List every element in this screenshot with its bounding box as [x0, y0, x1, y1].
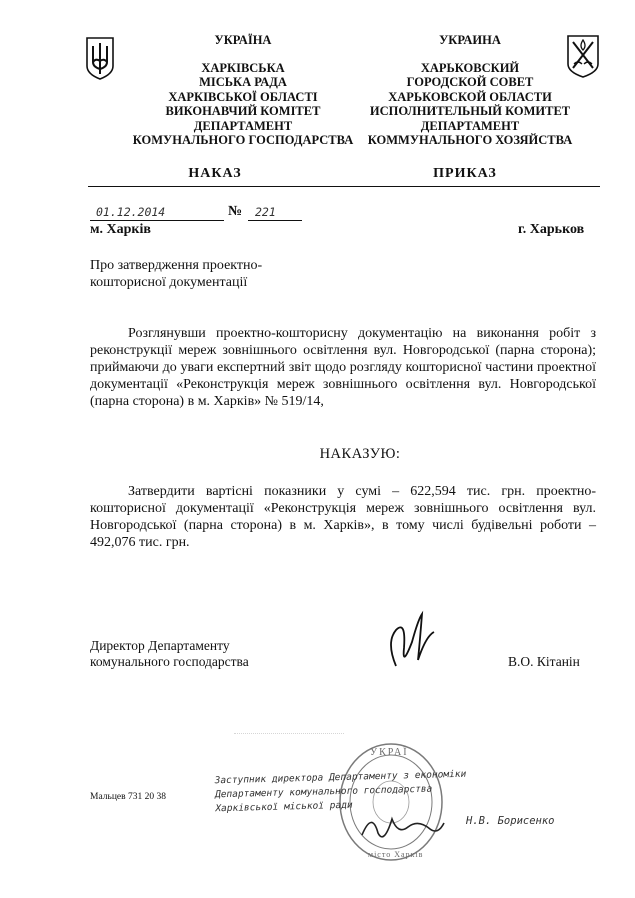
org-line: ДЕПАРТАМЕНТ: [193, 118, 293, 133]
signer-title-line: комунального господарства: [90, 654, 249, 669]
handwritten-line: Департаменту комунального господарства: [214, 783, 433, 801]
org-line: ИСПОЛНИТЕЛЬНЫЙ КОМИТЕТ: [369, 104, 571, 118]
executor: Мальцев 731 20 38: [90, 792, 166, 802]
org-line: ДЕПАРТАМЕНТ: [420, 118, 520, 133]
subject-line: кошторисної документації: [90, 275, 248, 290]
signer-title-line: Директор Департаменту: [90, 638, 230, 653]
order-word-ukr: НАКАЗ: [188, 166, 242, 181]
decision-paragraph: Затвердити вартісні показники у сумі – 622,594 тис. грн. проектно-кошторисної документації «Реконструкція мереж зовнішнього освітлення вул. Новгородської (парна сторона) в м. Харків», в тому числі будівельні роботи – 492,076 тис. грн.: [90, 484, 596, 550]
faint-stamp: [234, 733, 344, 774]
org-line: ХАРЬКОВСКОЙ ОБЛАСТИ: [388, 89, 552, 104]
city-right: г. Харьков: [518, 222, 585, 237]
header-divider: [88, 186, 600, 187]
order-heading: НАКАЗУЮ:: [319, 446, 401, 462]
number-sign: №: [228, 204, 243, 219]
org-line: ХАРКІВСЬКОЇ ОБЛАСТІ: [168, 89, 318, 104]
seal-top-text: УКРАЇ: [370, 747, 409, 758]
org-line: ХАРКІВСЬКА: [201, 60, 285, 75]
order-word-rus: ПРИКАЗ: [433, 166, 497, 181]
org-line: ГОРОДСКОЙ СОВЕТ: [406, 75, 534, 89]
seal-bottom-text: місто Харків: [368, 850, 424, 859]
header-right: [335, 33, 605, 148]
org-line: МІСЬКА РАДА: [199, 75, 287, 89]
country-ukr: УКРАЇНА: [214, 33, 272, 47]
org-line: ВИКОНАВЧИЙ КОМІТЕТ: [165, 104, 321, 118]
date-underline: [90, 220, 224, 221]
org-line: КОМУНАЛЬНОГО ГОСПОДАРСТВА: [132, 133, 354, 147]
order-date: 01.12.2014: [96, 205, 166, 219]
signer-name: В.О. Кітанін: [508, 654, 580, 669]
preamble-paragraph: Розглянувши проектно-кошторисну документацію на виконання робіт з реконструкції мереж зовнішнього освітлення вул. Новгородської (парна сторона); приймаючи до уваги експертний звіт щодо розгляду кошторисної частини проектної документації «Реконструкція мереж зовнішнього освітлення вул. Новгородської (парна сторона) в м. Харків» № 519/14,: [90, 326, 596, 409]
handwritten-signer: Н.В. Борисенко: [466, 815, 555, 827]
order-number: 221: [255, 205, 276, 219]
subject: [90, 257, 262, 291]
handwritten-line: Заступник директора Департаменту з економіки: [214, 768, 467, 787]
subject-line: Про затвердження проектно-: [90, 258, 263, 273]
signer-title: [90, 638, 249, 670]
deputy-signature: [358, 805, 448, 845]
org-line: КОММУНАЛЬНОГО ХОЗЯЙСТВА: [367, 133, 573, 147]
handwritten-line: Харківської міської ради: [215, 799, 353, 815]
number-underline: [248, 220, 302, 221]
org-line: ХАРЬКОВСКИЙ: [420, 60, 520, 75]
country-rus: УКРАИНА: [439, 33, 501, 47]
city-left: м. Харків: [90, 222, 151, 237]
director-signature: [382, 606, 440, 678]
